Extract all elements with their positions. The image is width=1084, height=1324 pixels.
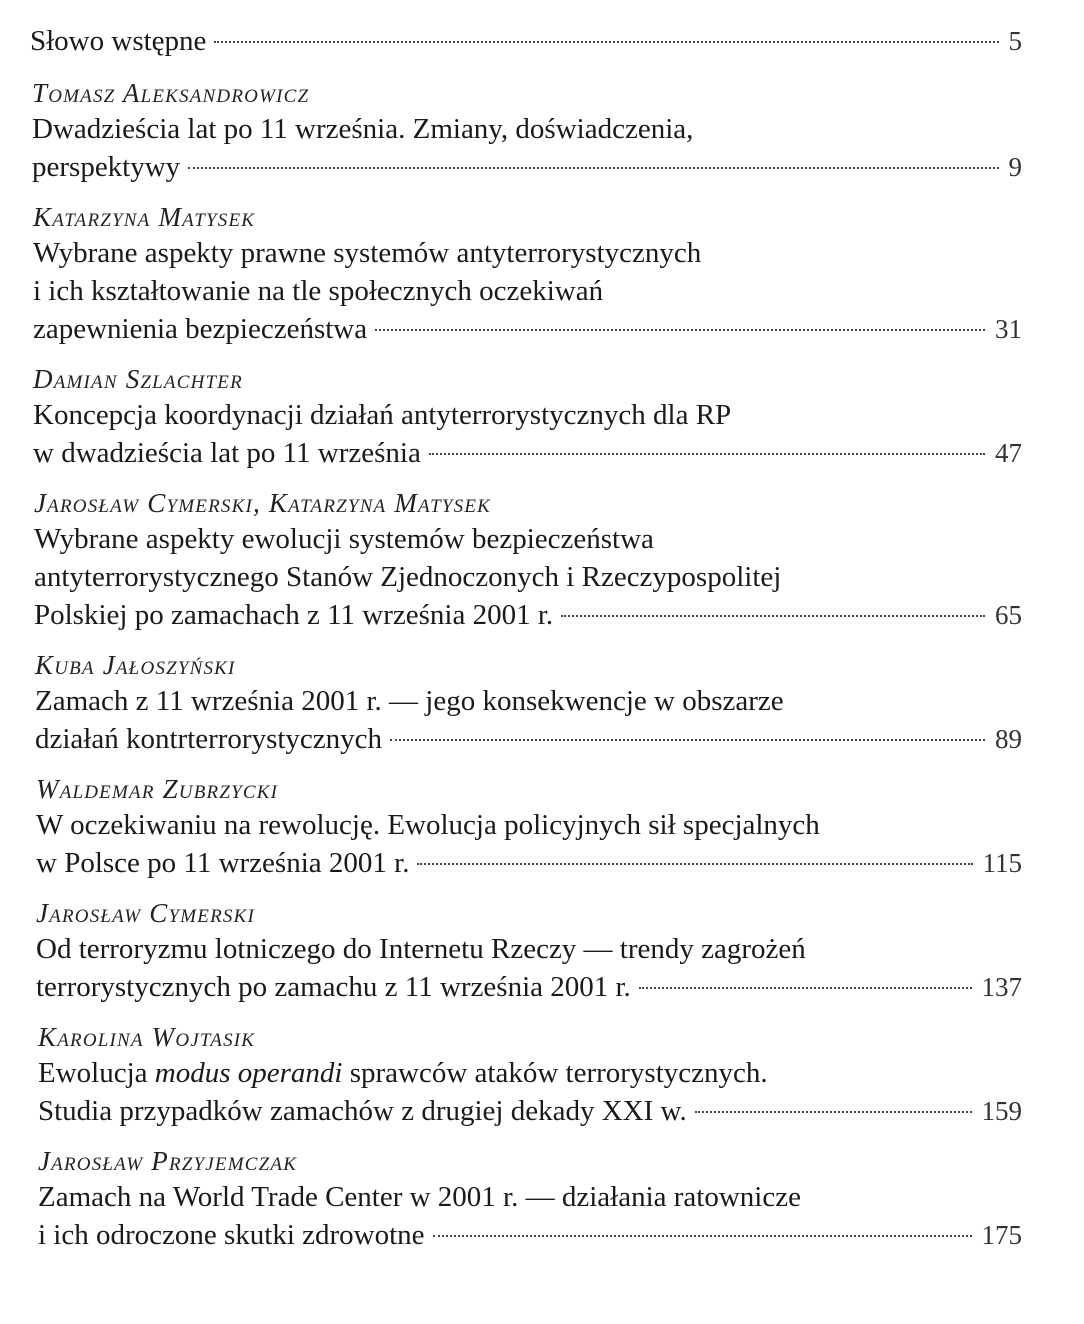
toc-entry bbox=[32, 76, 1022, 186]
dot-leader bbox=[639, 987, 972, 989]
dot-leader bbox=[188, 167, 998, 169]
toc-author: Katarzyna Matysek bbox=[33, 202, 256, 232]
toc-entry-last-line bbox=[34, 596, 1022, 634]
dot-leader bbox=[429, 453, 985, 455]
toc-page-number: 31 bbox=[995, 314, 1022, 344]
toc-entry-last-line bbox=[36, 844, 1022, 882]
toc-title-italic-segment: modus operandi bbox=[154, 1057, 343, 1089]
toc-author: Kuba Jałoszyński bbox=[35, 650, 236, 680]
toc-entry-last-line bbox=[36, 968, 1022, 1006]
toc-title-line: terrorystycznych po zamachu z 11 września 2001 r. bbox=[36, 971, 631, 1003]
toc-title-line: i ich kształtowanie na tle społecznych oczekiwań bbox=[33, 275, 604, 307]
toc-title-line: i ich odroczone skutki zdrowotne bbox=[38, 1219, 425, 1251]
toc-entry bbox=[35, 648, 1022, 758]
toc-author: Damian Szlachter bbox=[33, 364, 243, 394]
toc-entry bbox=[33, 200, 1022, 348]
dot-leader bbox=[433, 1235, 972, 1237]
dot-leader bbox=[695, 1111, 972, 1113]
dot-leader bbox=[214, 41, 998, 43]
toc-entry-last-line bbox=[33, 434, 1022, 472]
toc-title-line bbox=[38, 1054, 1022, 1092]
toc-page-number: 115 bbox=[982, 848, 1022, 878]
toc-title-line: perspektywy bbox=[32, 151, 181, 183]
toc-entry-last-line bbox=[38, 1092, 1022, 1130]
toc-page-number: 47 bbox=[995, 438, 1022, 468]
toc-page-number: 159 bbox=[981, 1096, 1022, 1126]
toc-title-line: Studia przypadków zamachów z drugiej dekady XXI w. bbox=[38, 1095, 687, 1127]
toc-author: Karolina Wojtasik bbox=[38, 1022, 256, 1052]
toc-entry-last-line bbox=[30, 22, 1022, 60]
toc-entry-last-line bbox=[33, 310, 1022, 348]
toc-title-line: działań kontrterrorystycznych bbox=[35, 723, 383, 755]
toc-page-number: 5 bbox=[1008, 26, 1022, 56]
toc-author: Tomasz Aleksandrowicz bbox=[32, 78, 310, 108]
toc-entry bbox=[36, 772, 1022, 882]
dot-leader bbox=[375, 329, 985, 331]
toc-title-line: Zamach z 11 września 2001 r. — jego konsekwencje w obszarze bbox=[35, 685, 784, 717]
dot-leader bbox=[390, 739, 985, 741]
toc-entry bbox=[34, 486, 1022, 634]
toc-title-line: Od terroryzmu lotniczego do Internetu Rzeczy — trendy zagrożeń bbox=[36, 933, 806, 965]
dot-leader bbox=[561, 615, 985, 617]
toc-entry bbox=[38, 1144, 1022, 1254]
toc-title-line: Polskiej po zamachach z 11 września 2001 r. bbox=[34, 599, 554, 631]
toc-author: Waldemar Zubrzycki bbox=[36, 774, 279, 804]
toc-title-line: Wybrane aspekty prawne systemów antyterrorystycznych bbox=[33, 237, 702, 269]
toc-entry-last-line bbox=[35, 720, 1022, 758]
dot-leader bbox=[417, 863, 972, 865]
toc-title-line: Koncepcja koordynacji działań antyterrorystycznych dla RP bbox=[33, 399, 732, 431]
toc-entry-foreword bbox=[30, 22, 1022, 60]
toc-title-segment: Ewolucja bbox=[38, 1057, 155, 1089]
toc-title-line: w dwadzieścia lat po 11 września bbox=[33, 437, 421, 469]
toc-title-line: Dwadzieścia lat po 11 września. Zmiany, doświadczenia, bbox=[32, 113, 694, 145]
toc-title-line: w Polsce po 11 września 2001 r. bbox=[36, 847, 410, 879]
toc-author: Jarosław Przyjemczak bbox=[38, 1146, 298, 1176]
toc-author: Jarosław Cymerski bbox=[36, 898, 255, 928]
toc-entry bbox=[33, 362, 1022, 472]
toc-page-number: 89 bbox=[995, 724, 1022, 754]
toc-title-line: Zamach na World Trade Center w 2001 r. — działania ratownicze bbox=[38, 1181, 801, 1213]
toc-author: Jarosław Cymerski, Katarzyna Matysek bbox=[34, 488, 492, 518]
toc-page-number: 65 bbox=[995, 600, 1022, 630]
toc-page-number: 9 bbox=[1008, 152, 1022, 182]
toc-entry bbox=[38, 1020, 1022, 1130]
toc-page-number: 175 bbox=[981, 1220, 1022, 1250]
toc-entry-title: Słowo wstępne bbox=[30, 25, 207, 57]
toc-entry-last-line bbox=[32, 148, 1022, 186]
toc-entry bbox=[36, 896, 1022, 1006]
toc-title-line: Wybrane aspekty ewolucji systemów bezpieczeństwa bbox=[34, 523, 654, 555]
toc-title-segment: sprawców ataków terrorystycznych. bbox=[342, 1057, 768, 1089]
toc-title-line: antyterrorystycznego Stanów Zjednoczonych i Rzeczypospolitej bbox=[34, 561, 782, 593]
toc-page-number: 137 bbox=[981, 972, 1022, 1002]
toc-title-line: W oczekiwaniu na rewolucję. Ewolucja policyjnych sił specjalnych bbox=[36, 809, 820, 841]
toc-entry-last-line bbox=[38, 1216, 1022, 1254]
toc-title-line: zapewnienia bezpieczeństwa bbox=[33, 313, 368, 345]
